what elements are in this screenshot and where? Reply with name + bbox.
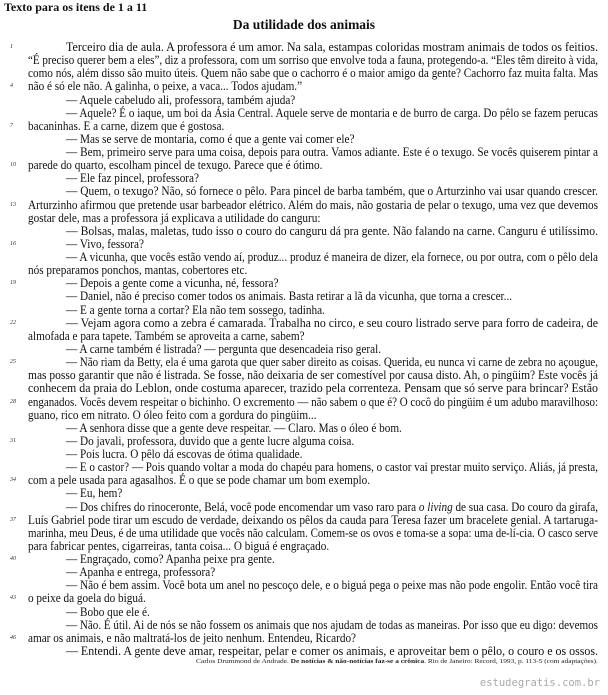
citation-author: Carlos Drummond de Andrade. (196, 659, 291, 665)
text-line (66, 461, 598, 474)
line-text: Terceiro dia de aula. A professora é um amor. Na sala, estampas coloridas mostram animais de todos os feitios. (66, 40, 598, 54)
line-text: — Aquele cabeludo ali, professora, também ajuda? (66, 92, 296, 107)
line-text: com a pele usada para agasalhos. É o que se pode chamar um bom exemplo. (28, 473, 371, 488)
line-text: como nós, além disso são muito úteis. Quem não sabe que o cachorro é o maior amigo da gente? Cachorro faz muita falta. Mas (28, 66, 598, 81)
text-line (66, 41, 598, 54)
line-text: — Entendi. A gente deve amar, respeitar, pelar e comer os animais, e aproveitar bem o pêlo, o couro e os ossos. (66, 643, 598, 658)
line-text: para fabricar pentes, cigarreiras, tanta coisa... O biguá é engraçado. (28, 538, 330, 553)
text-line (66, 487, 598, 500)
line-number: 40 (10, 556, 16, 563)
text-line (66, 133, 598, 146)
text-line (28, 120, 598, 133)
citation-publisher: . Rio de Janeiro: Record, 1993, p. 113-5 (com adaptações). (424, 659, 598, 665)
line-text: — Mas se serve de montaria, como é que a gente vai comer ele? (66, 131, 355, 146)
line-text: — Bolsas, malas, maletas, tudo isso o couro do canguru dá pra gente. Não falando na carne. Canguru é utilíssimo. (66, 223, 598, 238)
text-line (66, 225, 598, 238)
text-line (28, 382, 598, 395)
line-number: 37 (10, 516, 16, 523)
text-line (66, 172, 598, 185)
text-line (66, 579, 598, 592)
line-text: — Vivo, fessora? (66, 236, 144, 251)
citation (196, 659, 598, 665)
line-text: — Não. É útil. Ai de nós se não fossem os animais que nos ajudam de todas as maneiras. Por isso que eu digo: devemos (66, 617, 598, 632)
text-line (66, 566, 598, 579)
line-text: bacaninhas. E a carne, dizem que é gostosa. (28, 118, 225, 133)
text-line (28, 54, 598, 67)
text-line (66, 304, 598, 317)
line-text: enganados. Vocês devem respeitar o bichinho. O excremento — não sabem o que é? O cocô do pingüim é um adubo maravilhoso: (28, 394, 598, 409)
line-number: 28 (10, 398, 16, 405)
text-line (28, 369, 598, 382)
line-number: 16 (10, 240, 16, 247)
text-line (66, 94, 598, 107)
text-line (66, 619, 598, 632)
text-line (66, 448, 598, 461)
line-text: amar os animais, e não maltratá-los de jeito nenhum. Entendeu, Ricardo? (28, 630, 357, 645)
line-number: 4 (10, 83, 13, 90)
line-text: — E o castor? — Pois quando voltar a moda do chapéu para homens, o castor vai prestar muito serviço. Aliás, já presta, (66, 460, 598, 475)
citation-work: De notícias & não-notícias faz-se a crônica (290, 659, 425, 665)
line-text: — Apanha e entrega, professora? (66, 565, 216, 580)
line-text: de sua casa. Do couro da girafa, (452, 499, 598, 514)
line-text: — E a gente torna a cortar? Ela não tem sossego, tadinha. (66, 302, 325, 317)
italic-term: o living (418, 499, 453, 514)
text-line (28, 592, 598, 605)
text-line (66, 422, 598, 435)
text-line (66, 185, 598, 198)
line-number: 22 (10, 319, 16, 326)
line-text: — Quem, o texugo? Não, só fornece o pêlo. Para pincel de barba também, que o Arturzinho vai usar quando crescer. (66, 184, 598, 199)
line-text: — Vejam agora como a zebra é camarada. Trabalha no circo, e seu couro listrado serve para forro de cadeira, de (66, 315, 598, 330)
line-text: — A senhora disse que a gente deve respeitar. — Claro. Mas o óleo é bom. (66, 420, 402, 435)
text-line (66, 553, 598, 566)
text-line (66, 238, 598, 251)
line-text: “É preciso querer bem a eles”, diz a professora, com um sorriso que envolve toda a fauna, protegendo-a. “Eles têm direito à vida, (28, 53, 598, 68)
text-line (28, 474, 598, 487)
line-text: — Pois lucra. O pêlo dá escovas de ótima qualidade. (66, 447, 303, 462)
text-line (66, 107, 598, 120)
text-line (66, 501, 598, 514)
text-line (66, 251, 598, 264)
text-line (28, 330, 598, 343)
line-text: — A vicunha, que vocês estão vendo aí, produz... produz é maneira de dizer, ela fornece, ou por outra, com o pêlo dela (66, 250, 598, 265)
text-line (28, 632, 598, 645)
line-number: 7 (10, 122, 13, 129)
line-text: Luís Gabriel pode tirar um escudo de verdade, deixando os pêlos da cauda para Teresa fazer um bracelete genial. A tartaruga- (28, 512, 598, 527)
line-number: 13 (10, 201, 16, 208)
text-line (28, 199, 598, 212)
text-line (66, 343, 598, 356)
text-line (28, 396, 598, 409)
text-line (66, 606, 598, 619)
line-text: não é só ele não. A galinha, o peixe, a vaca... Todos ajudam.” (28, 79, 303, 94)
line-number: 25 (10, 359, 16, 366)
text-line (28, 527, 598, 540)
text-line (28, 264, 598, 277)
line-text: — Não é bem assim. Você bota um anel no pescoço dele, e o biguá pega o peixe mas não pode engolir. Então você tira (66, 578, 598, 593)
line-text: — Bobo que ele é. (66, 604, 150, 619)
line-number: 43 (10, 595, 16, 602)
text-line (28, 212, 598, 225)
section-header: Texto para os itens de 1 a 11 (4, 0, 148, 14)
text-line (66, 645, 598, 658)
text-line (28, 514, 598, 527)
text-line (66, 356, 598, 369)
line-text: parede do quarto, escolham pincel de texugo. Parece que é ótimo. (28, 158, 323, 173)
text-line (28, 80, 598, 93)
line-text: conhecem da praia do Leblon, onde costuma aparecer, trazido pela correnteza. Pensam que só serve para brincar? Estão (28, 381, 598, 396)
line-number: 46 (10, 634, 16, 641)
line-text: almofada e para tapete. Também se aproveita a carne, sabem? (28, 328, 305, 343)
line-text: marinha, meu Deus, é de uma utilidade que vocês não calculam. Comem-se os ovos e toma-se a sopa: uma de-lí-cia. O casco serve (28, 525, 598, 540)
text-line (28, 159, 598, 172)
line-text: — Bem, primeiro serve para uma coisa, depois para outra. Vamos adiante. Este é o texugo. Se vocês quiserem pintar a (66, 145, 598, 160)
line-text: nós preparamos ponchos, mantas, cobertores etc. (28, 263, 248, 278)
text-line (66, 435, 598, 448)
line-text: Arturzinho afirmou que pretende usar barbeador elétrico. Além do mais, não gostaria de pelar o texugo, uma vez que devemos (28, 197, 598, 212)
line-number: 34 (10, 477, 16, 484)
line-number: 31 (10, 437, 16, 444)
text-line (66, 146, 598, 159)
text-line (66, 277, 598, 290)
line-text: gostar dele, mas a professora já explicava a utilidade do canguru: (28, 210, 321, 225)
text-line (66, 290, 598, 303)
line-text: mas posso garantir que não é listrada. Se fosse, não deixaria de ser comestível por causa disto. Ah, o pingüim? Este vocês já (28, 368, 598, 383)
line-text: — A carne também é listrada? — pergunta que desencadeia riso geral. (66, 341, 382, 356)
text-line (28, 409, 598, 422)
line-text: — Ele faz pincel, professora? (66, 171, 200, 186)
line-number: 10 (10, 162, 16, 169)
line-text: — Depois a gente come a vicunha, né, fessora? (66, 276, 279, 291)
line-number: 19 (10, 280, 16, 287)
text-line (28, 540, 598, 553)
line-number: 1 (10, 44, 13, 50)
text-line (28, 67, 598, 80)
line-text: — Daniel, não é preciso comer todos os animais. Basta retirar a lã da vicunha, que torna a crescer... (66, 289, 513, 304)
line-text: — Dos chifres do rinoceronte, Belá, você pode encomendar um vaso raro para (66, 499, 419, 514)
line-text: — Aquele? É o iaque, um boi da Ásia Central. Aquele serve de montaria e de burro de carga. Do pêlo se fazem perucas (66, 105, 598, 120)
line-text: — Não riam da Betty, ela é uma garota que quer saber direito as coisas. Querida, eu nunca vi carne de zebra no açougue, (66, 355, 598, 370)
line-text: o peixe da goela do biguá. (28, 591, 146, 606)
text-line (66, 317, 598, 330)
line-text: — Engraçado, como? Apanha peixe pra gente. (66, 552, 275, 567)
line-text: — Eu, hem? (66, 486, 123, 501)
line-text: — Do javali, professora, duvido que a gente lucre alguma coisa. (66, 433, 355, 448)
line-text: guano, rico em nitrato. O óleo feito com a gordura do pingüim... (28, 407, 317, 422)
text-title: Da utilidade dos animais (232, 17, 376, 32)
watermark: estudegratis.com.br (479, 677, 600, 689)
